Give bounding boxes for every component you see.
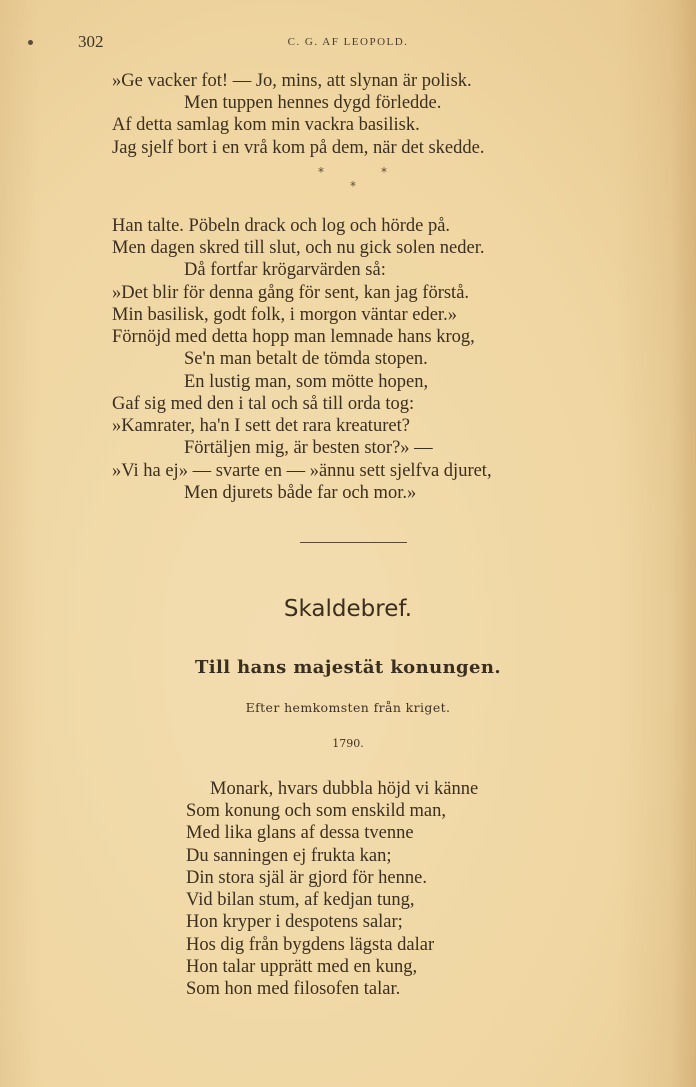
verse-line: Men dagen skred till slut, och nu gick solen neder.	[112, 238, 485, 258]
page-header	[0, 32, 696, 52]
verse-line: Då fortfar krögarvärden så:	[184, 260, 386, 280]
verse-line: Hos dig från bygdens lägsta dalar	[186, 935, 435, 955]
page-number: 302	[78, 32, 104, 51]
poem-year: 1790.	[332, 737, 364, 750]
verse-line: »Det blir för denna gång för sent, kan jag förstå.	[112, 283, 470, 303]
asterism	[0, 165, 696, 195]
verse-line: Vid bilan stum, af kedjan tung,	[186, 890, 415, 910]
verse-line: Men tuppen hennes dygd förledde.	[184, 93, 442, 113]
verse-line: Men djurets både far och mor.»	[184, 483, 417, 503]
verse-line: Se'n man betalt de tömda stopen.	[184, 349, 428, 369]
verse-line: Förtäljen mig, är besten stor?» —	[184, 438, 433, 458]
verse-line: Min basilisk, godt folk, i morgon väntar eder.»	[112, 305, 457, 325]
verse-line: Han talte. Pöbeln drack och log och hörde på.	[112, 216, 451, 236]
verse-line: En lustig man, som mötte hopen,	[184, 372, 429, 392]
verse-line: Gaf sig med den i tal och så till orda tog:	[112, 394, 415, 414]
verse-line: Hon talar upprätt med en kung,	[186, 957, 418, 977]
verse-line: Med lika glans af dessa tvenne	[186, 823, 414, 843]
poem-title: Skaldebref.	[283, 596, 413, 622]
verse-line: »Vi ha ej» — svarte en — »ännu sett sjelfva djuret,	[112, 461, 492, 481]
verse-line: Som konung och som enskild man,	[186, 801, 447, 821]
verse-line: Du sanningen ej frukta kan;	[186, 846, 392, 866]
verse-line: Hon kryper i despotens salar;	[186, 912, 403, 932]
verse-line: »Ge vacker fot! — Jo, mins, att slynan är polisk.	[112, 71, 472, 91]
poem-occasion: Efter hemkomsten från kriget.	[245, 700, 451, 715]
poem-dedication: Till hans majestät konungen.	[194, 657, 502, 678]
asterism-star: *	[381, 165, 387, 179]
verse-line: Jag sjelf bort i en vrå kom på dem, när det skedde.	[112, 138, 485, 158]
verse-line: Monark, hvars dubbla höjd vi känne	[210, 779, 479, 799]
verse-line: Som hon med filosofen talar.	[186, 979, 401, 999]
verse-line: Af detta samlag kom min vackra basilisk.	[112, 115, 420, 135]
running-head: C. G. AF LEOPOLD.	[287, 36, 409, 48]
asterism-star: *	[350, 179, 356, 193]
verse-line: »Kamrater, ha'n I sett det rara kreaturet?	[112, 416, 410, 436]
asterism-star: *	[318, 165, 324, 179]
section-divider	[300, 542, 407, 543]
verse-line: Förnöjd med detta hopp man lemnade hans krog,	[112, 327, 475, 347]
verse-line: Din stora själ är gjord för henne.	[186, 868, 427, 888]
